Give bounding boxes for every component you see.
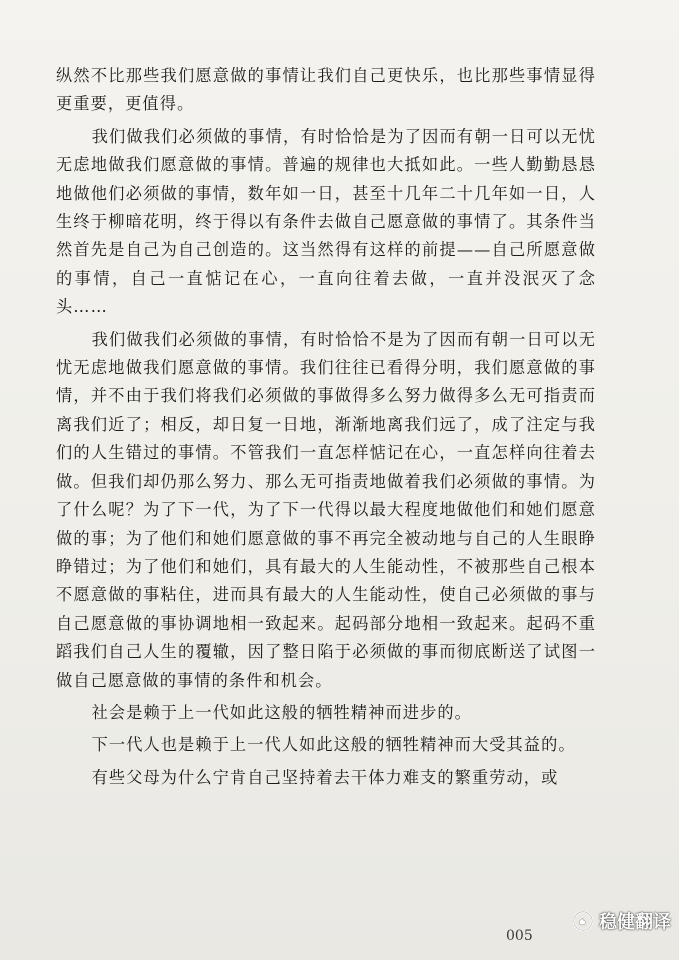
watermark bbox=[572, 908, 671, 934]
page-number: 005 bbox=[506, 928, 533, 944]
page-text bbox=[56, 62, 596, 796]
weibo-icon bbox=[572, 910, 594, 932]
paragraph-4: 社会是赖于上一代如此这般的牺牲精神而进步的。 bbox=[91, 702, 472, 722]
paragraph-1: 纵然不比那些我们愿意做的事情让我们自己更快乐，也比那些事情显得更重要，更值得。 bbox=[56, 66, 596, 114]
paragraph-2: 我们做我们必须做的事情，有时恰恰是为了因而有朝一日可以无忧无虑地做我们愿意做的事情。普遍的规律也大抵如此。一些人勤勤恳恳地做他们必须做的事情，数年如一日，甚至十几年二十几年如一日，人生终于柳暗花明，终于得以有条件去做自己愿意做的事情了。其条件当然首先是自己为自己创造的。这当然得有这样的前提——自己所愿意做的事情，自己一直惦记在心，一直向往着去做，一直并没泯灭了念头…… bbox=[56, 126, 596, 317]
paragraph-3: 我们做我们必须做的事情，有时恰恰不是为了因而有朝一日可以无忧无虑地做我们愿意做的事情。我们往往已看得分明，我们愿意做的事情，并不由于我们将我们必须做的事做得多么努力做得多么无可指责而离我们近了；相反，却日复一日地，渐渐地离我们远了，成了注定与我们的人生错过的事情。不管我们一直怎样惦记在心，一直怎样向往着去做。但我们却仍那么努力、那么无可指责地做着我们必须做的事情。为了什么呢？为了下一代，为了下一代得以最大程度地做他们和她们愿意做的事；为了他们和她们愿意做的事不再完全被动地与自己的人生眼睁睁错过；为了他们和她们，具有最大的人生能动性，不被那些自己根本不愿意做的事粘住，进而具有最大的人生能动性，使自己必须做的事与自己愿意做的事协调地相一致起来。起码部分地相一致起来。起码不重蹈我们自己人生的覆辙，因了整日陷于必须做的事而彻底断送了试图一做自己愿意做的事情的条件和机会。 bbox=[56, 329, 596, 690]
watermark-text: 稳健翻译 bbox=[599, 912, 671, 933]
paragraph-5: 下一代人也是赖于上一代人如此这般的牺牲精神而大受其益的。 bbox=[91, 735, 576, 755]
paragraph-6: 有些父母为什么宁肯自己坚持着去干体力难支的繁重劳动，或 bbox=[91, 767, 559, 787]
